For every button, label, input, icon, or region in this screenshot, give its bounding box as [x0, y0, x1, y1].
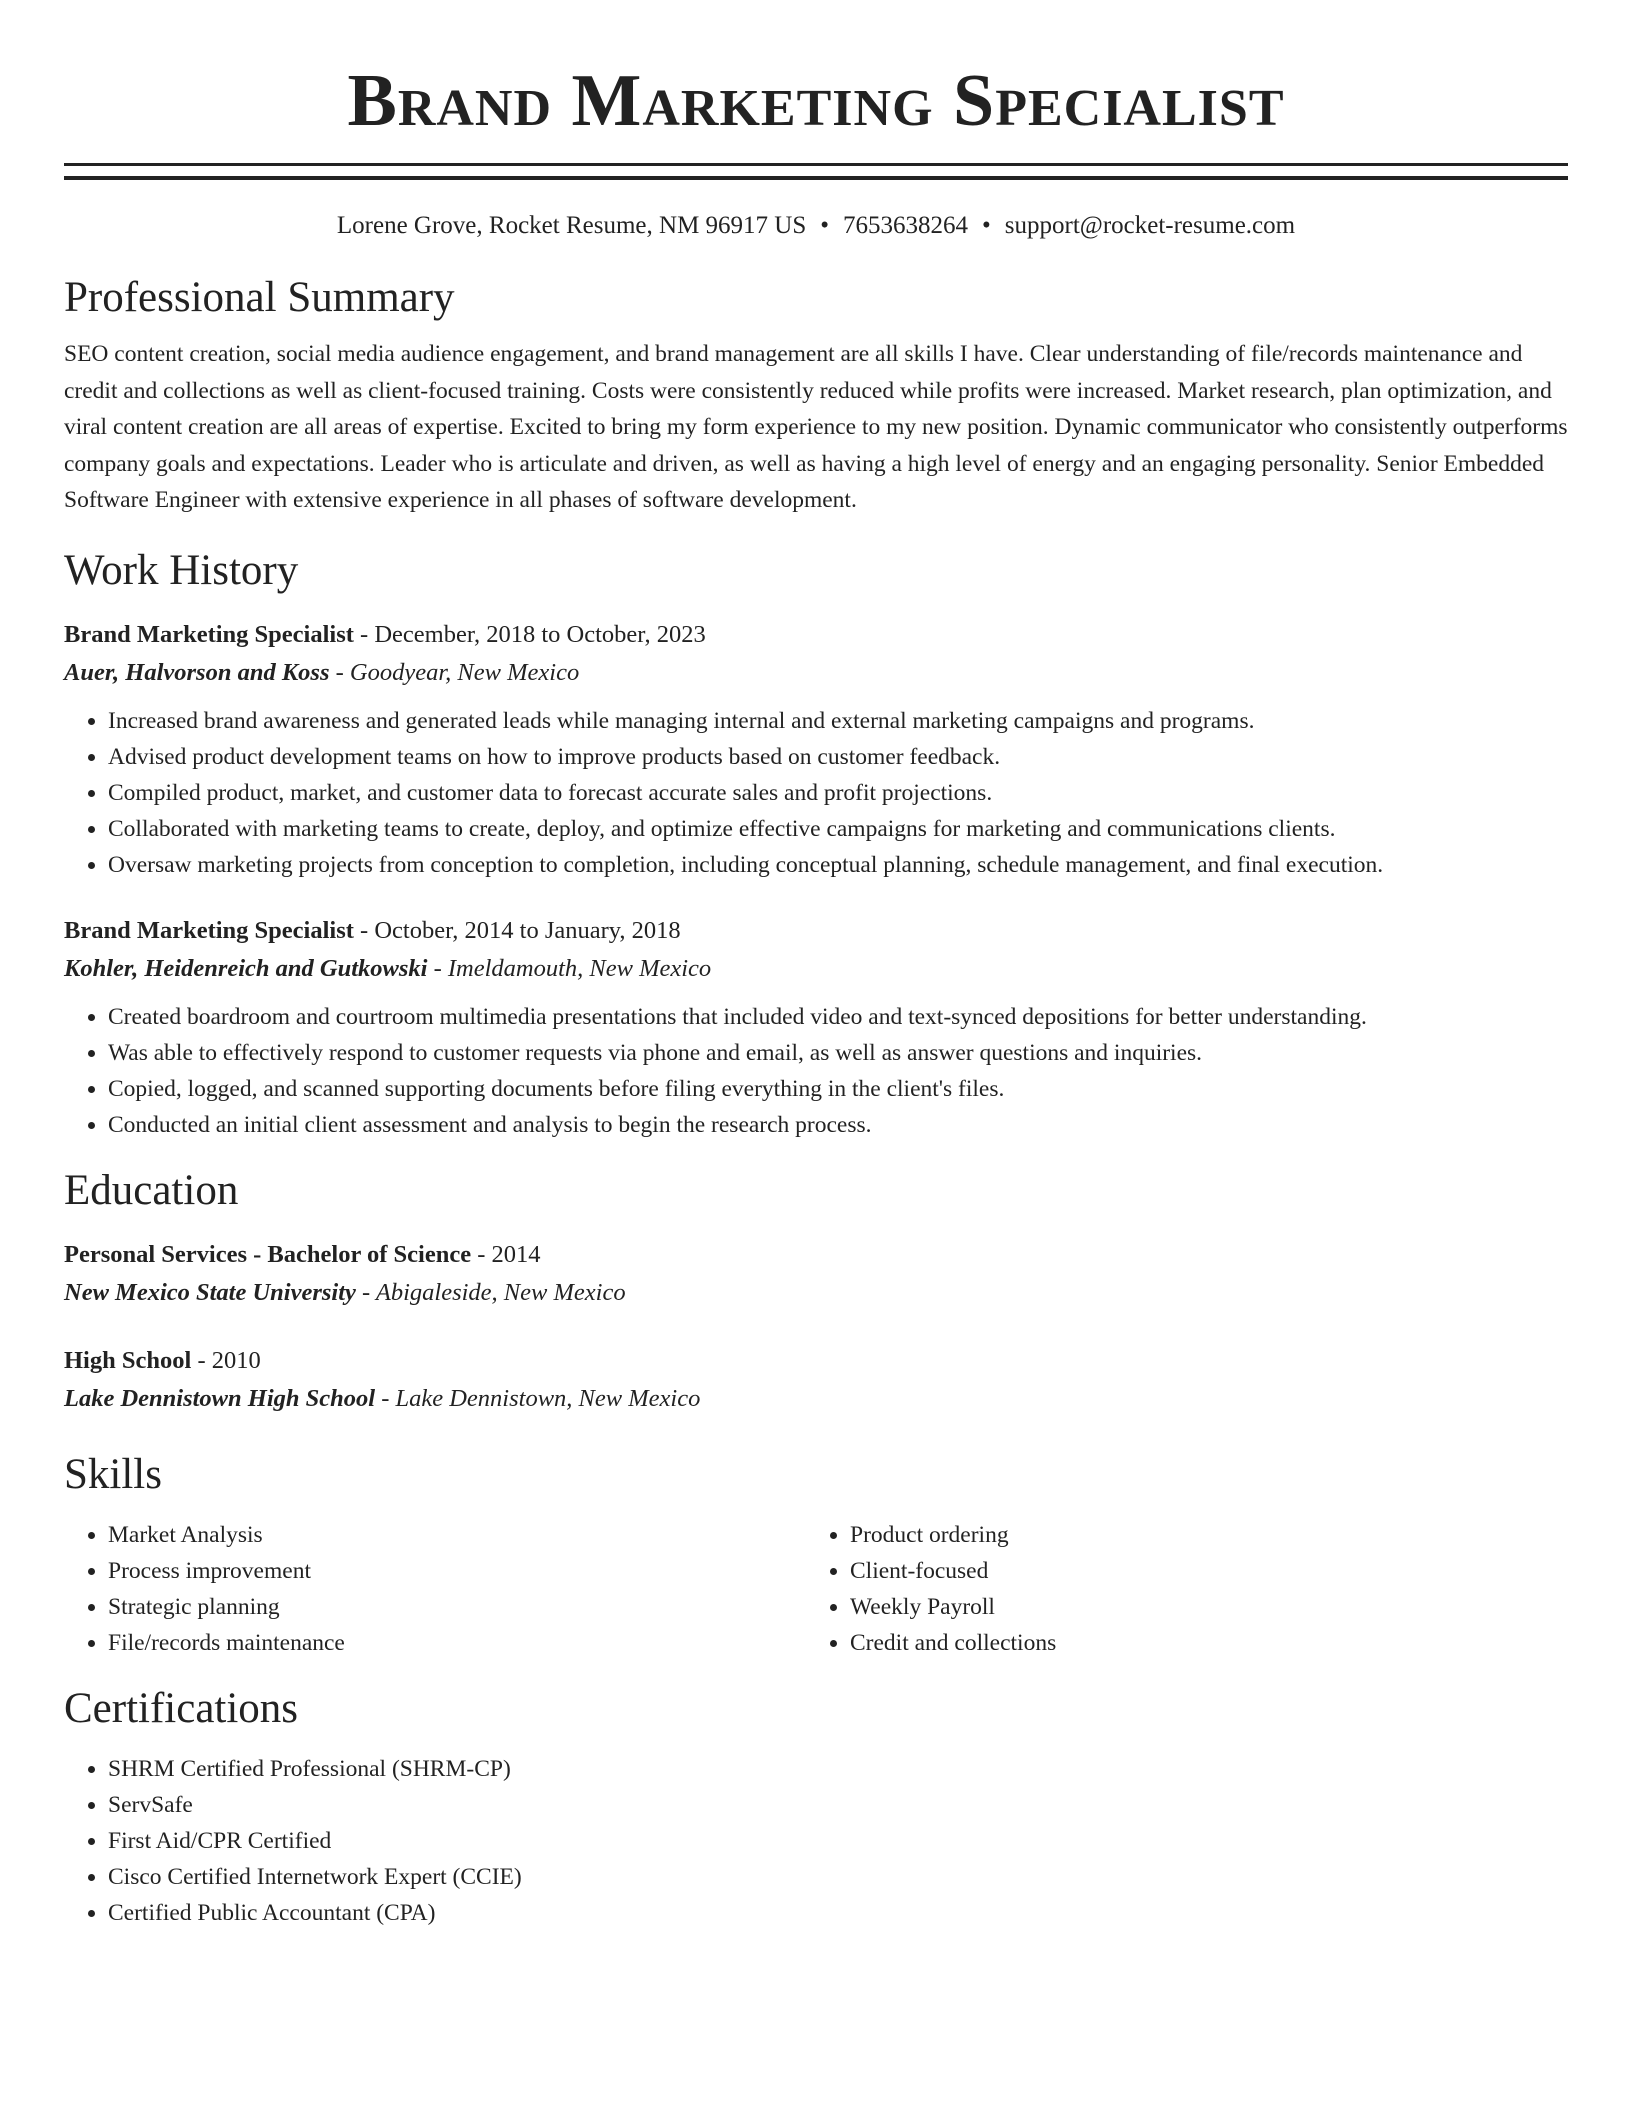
skills-heading: Skills	[64, 1450, 162, 1498]
education-year: - 2014	[471, 1240, 541, 1268]
job-entry	[64, 617, 1568, 883]
education-school-line	[64, 1273, 1568, 1313]
education-year: - 2010	[191, 1346, 261, 1374]
skill-item: • Weekly Payroll	[850, 1589, 1548, 1625]
job-bullet: • Copied, logged, and scanned supporting documents before filing everything in the client's files.	[108, 1071, 1568, 1107]
job-company: Auer, Halvorson and Koss	[64, 658, 330, 686]
job-dates: - December, 2018 to October, 2023	[353, 620, 706, 648]
job-title-line	[64, 617, 1568, 653]
education-degree-line	[64, 1343, 1568, 1379]
job-company: Kohler, Heidenreich and Gutkowski	[64, 954, 428, 982]
job-company-line	[64, 653, 1568, 693]
education-heading: Education	[64, 1166, 239, 1214]
job-bullet: • Increased brand awareness and generated leads while managing internal and external marketing campaigns and programs.	[108, 703, 1568, 739]
skill-item: • Strategic planning	[108, 1589, 806, 1625]
resume-name: Brand Marketing Specialist	[347, 60, 1285, 142]
job-bullet: • Was able to effectively respond to customer requests via phone and email, as well as answer questions and inquiries.	[108, 1035, 1568, 1071]
contact-separator: •	[820, 212, 830, 239]
education-entry	[64, 1343, 1568, 1419]
education-entry	[64, 1237, 1568, 1313]
job-location: - Imeldamouth, New Mexico	[427, 954, 712, 982]
certification-item: • ServSafe	[108, 1787, 1568, 1823]
skill-item: • Credit and collections	[850, 1625, 1548, 1661]
skills-column-left	[64, 1517, 806, 1661]
job-bullets	[64, 703, 1568, 883]
education-location: - Lake Dennistown, New Mexico	[375, 1384, 701, 1412]
contact-phone: 7653638264	[843, 212, 969, 239]
education-school-line	[64, 1379, 1568, 1419]
job-title-line	[64, 913, 1568, 949]
contact-address: Lorene Grove, Rocket Resume, NM 96917 US	[336, 212, 807, 239]
education-location: - Abigaleside, New Mexico	[355, 1278, 626, 1306]
summary-text: SEO content creation, social media audience engagement, and brand management are all skills I have. Clear understanding of file/records maintenance and credit and collections as well as client-focused training. Costs were consistently reduced while profits were increased. Market research, plan optimization, and viral content creation are all areas of expertise. Excited to bring my form experience to my new position. Dynamic communicator who consistently outperforms company goals and expectations. Leader who is articulate and driven, as well as having a high level of energy and an engaging personality. Senior Embedded Software Engineer with extensive experience in all phases of software development.	[64, 341, 1568, 513]
summary-heading: Professional Summary	[64, 274, 455, 321]
job-role: Brand Marketing Specialist	[64, 916, 354, 944]
certification-item: • Certified Public Accountant (CPA)	[108, 1895, 1568, 1931]
job-entry	[64, 913, 1568, 1143]
skill-item: • Process improvement	[108, 1553, 806, 1589]
contact-separator: •	[982, 212, 991, 239]
contact-email: support@rocket-resume.com	[1004, 212, 1296, 239]
job-bullet: • Advised product development teams on how to improve products based on customer feedback.	[108, 739, 1568, 775]
skills-column-right	[806, 1517, 1548, 1661]
certifications-heading: Certifications	[64, 1684, 299, 1732]
job-dates: - October, 2014 to January, 2018	[353, 916, 681, 944]
job-bullet: • Collaborated with marketing teams to create, deploy, and optimize effective campaigns for marketing and communications clients.	[108, 811, 1568, 847]
education-degree: Personal Services - Bachelor of Science	[64, 1240, 472, 1268]
job-company-line	[64, 949, 1568, 989]
skills-grid	[64, 1517, 1568, 1661]
certifications-list	[64, 1751, 1568, 1931]
certification-item: • Cisco Certified Internetwork Expert (CCIE)	[108, 1859, 1568, 1895]
education-school: New Mexico State University	[64, 1278, 356, 1306]
work-history-heading: Work History	[64, 546, 299, 594]
job-bullet: • Created boardroom and courtroom multimedia presentations that included video and text-synced depositions for better understanding.	[108, 999, 1568, 1035]
certification-item: • SHRM Certified Professional (SHRM-CP)	[108, 1751, 1568, 1787]
contact-line	[64, 210, 1568, 242]
job-bullets	[64, 999, 1568, 1143]
skill-item: • File/records maintenance	[108, 1625, 806, 1661]
job-bullet: • Compiled product, market, and customer data to forecast accurate sales and profit projections.	[108, 775, 1568, 811]
job-bullet: • Oversaw marketing projects from conception to completion, including conceptual planning, schedule management, and final execution.	[108, 847, 1568, 883]
job-bullet: • Conducted an initial client assessment and analysis to begin the research process.	[108, 1107, 1568, 1143]
job-location: - Goodyear, New Mexico	[329, 658, 580, 686]
header-divider	[64, 163, 1568, 180]
education-school: Lake Dennistown High School	[64, 1384, 376, 1412]
skill-item: • Market Analysis	[108, 1517, 806, 1553]
education-degree: High School	[64, 1346, 192, 1374]
skill-item: • Client-focused	[850, 1553, 1548, 1589]
skill-item: • Product ordering	[850, 1517, 1548, 1553]
education-degree-line	[64, 1237, 1568, 1273]
job-role: Brand Marketing Specialist	[64, 620, 354, 648]
certification-item: • First Aid/CPR Certified	[108, 1823, 1568, 1859]
